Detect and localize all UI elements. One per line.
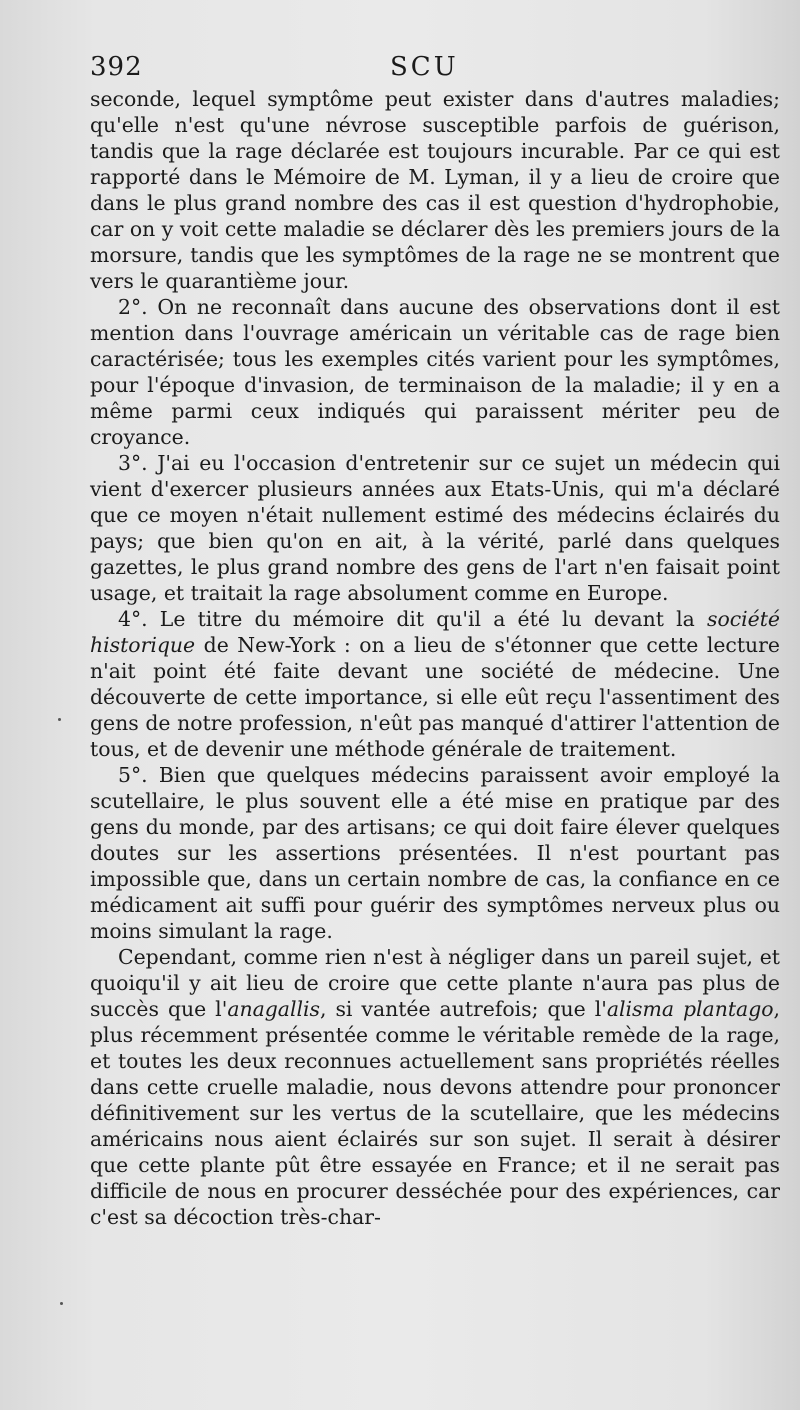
text-span: de New-York : on a lieu de s'étonner que cette lecture n'ait point été faite devant une société de médecine. Une découverte de cette importance, si elle eût reçu l'assentiment des gens de notre profession, n'eût pas manqué d'attirer l'attention de tous, et de devenir une méthode générale de traitement. xyxy=(90,633,780,761)
paragraph-3 xyxy=(90,450,780,606)
page-header xyxy=(90,52,780,86)
text-span: Cependant, comme rien n'est à négliger dans un pareil sujet, et quoiqu'il y ait lieu de croire que cette plante n'aura pas plus de succès que l' xyxy=(90,945,780,1021)
text-span: 2°. On ne reconnaît dans aucune des observations dont il est mention dans l'ouvrage américain un véritable cas de rage bien caractérisée; tous les exemples cités varient pour les symptômes, pour l'époque d'invasion, de terminaison de la maladie; il y en a même parmi ceux indiqués qui paraissent mériter peu de croyance. xyxy=(90,295,780,449)
italic-span: alisma plantago xyxy=(606,997,774,1021)
text-span: seconde, lequel symptôme peut exister dans d'autres maladies; qu'elle n'est qu'une névrose susceptible parfois de guérison, tandis que la rage déclarée est toujours incurable. Par ce qui est rapporté dans le Mémoire de M. Lyman, il y a lieu de croire que dans le plus grand nombre des cas il est question d'hydrophobie, car on y voit cette maladie se déclarer dès les premiers jours de la morsure, tandis que les symptômes de la rage ne se montrent que vers le quarantième jour. xyxy=(90,87,780,293)
text-span: 4°. Le titre du mémoire dit qu'il a été lu devant la xyxy=(118,607,707,631)
text-span: 5°. Bien que quelques médecins paraissent avoir employé la scutellaire, le plus souvent elle a été mise en pratique par des gens du monde, par des artisans; ce qui doit faire élever quelques doutes sur les assertions présentées. Il n'est pourtant pas impossible que, dans un certain nombre de cas, la confiance en ce médicament ait suffi pour guérir des symptômes nerveux plus ou moins simulant la rage. xyxy=(90,763,780,943)
paragraph-5 xyxy=(90,762,780,944)
text-span: , plus récemment présentée comme le véritable remède de la rage, et toutes les deux reconnues actuellement sans propriétés réelles dans cette cruelle maladie, nous devons attendre pour prononcer définitivement sur les vertus de la scutellaire, que les médecins américains nous aient éclairés sur son sujet. Il serait à désirer que cette plante pût être essayée en France; et il ne serait pas difficile de nous en procurer desséchée pour des expériences, car c'est sa décoction très-char- xyxy=(90,997,781,1229)
text-span: 3°. J'ai eu l'occasion d'entretenir sur ce sujet un médecin qui vient d'exercer plusieurs années aux Etats-Unis, qui m'a déclaré que ce moyen n'était nullement estimé des médecins éclairés du pays; que bien qu'on en ait, à la vérité, parlé dans quelques gazettes, le plus grand nombre des gens de l'art n'en faisait point usage, et traitait la rage absolument comme en Europe. xyxy=(90,451,780,605)
running-head: SCU xyxy=(390,52,459,82)
paragraph-4 xyxy=(90,606,780,762)
text-span: , si vantée autrefois; que l' xyxy=(320,997,607,1021)
margin-speck xyxy=(60,1302,63,1305)
body-text xyxy=(90,86,780,1230)
page-number: 392 xyxy=(90,52,143,82)
italic-span: anagallis xyxy=(227,997,320,1021)
margin-speck xyxy=(58,718,61,721)
paragraph-1 xyxy=(90,86,780,294)
paragraph-2 xyxy=(90,294,780,450)
paragraph-6 xyxy=(90,944,780,1230)
italic-span: société historique xyxy=(90,607,780,657)
